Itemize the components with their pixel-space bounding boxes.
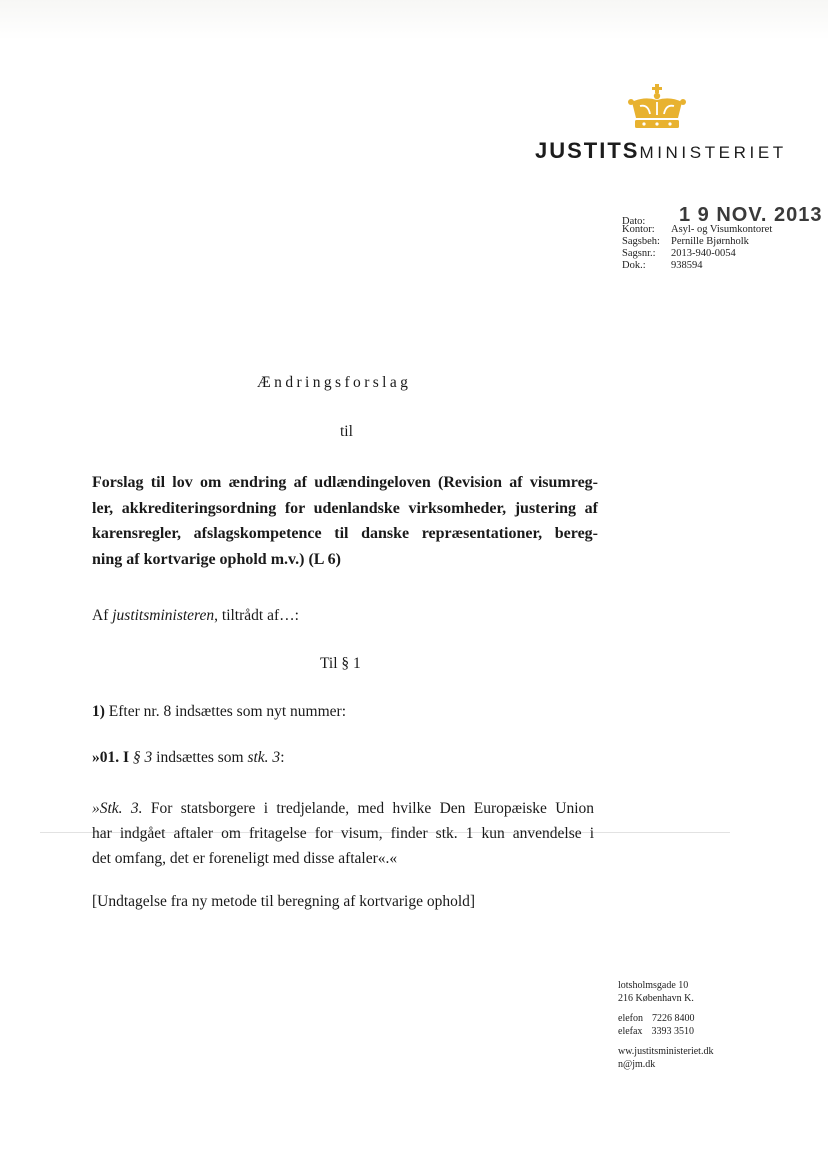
crown-icon (626, 84, 688, 132)
insert-end: : (280, 749, 285, 766)
fax-value: 3393 3510 (651, 1025, 694, 1037)
heading-til: til (340, 423, 353, 440)
insert-stk-ref: stk. 3 (247, 749, 281, 766)
ministry-logo-bold: JUSTITS (535, 138, 640, 163)
meta-case-row (622, 248, 822, 260)
meta-case-value: 2013-940-0054 (671, 248, 736, 259)
email-link[interactable]: n@jm.dk (618, 1058, 656, 1070)
bracket-note: [Undtagelse fra ny metode til beregning af kortvarige ophold] (92, 893, 476, 910)
address-line: lotsholmsgade 10 (618, 980, 689, 991)
proposer-line (92, 607, 299, 625)
proposer-prefix: Af (92, 607, 113, 624)
section-heading: Til § 1 (320, 655, 361, 672)
meta-handler-value: Pernille Bjørnholk (671, 236, 749, 247)
amendment-item (92, 703, 346, 721)
insert-instruction (92, 749, 285, 767)
bill-title-line: ler, akkrediteringsordning for udenlandske virksomheder, justering af (92, 499, 598, 517)
proposer-minister: justitsministeren (112, 607, 215, 624)
bill-title (92, 470, 598, 572)
bill-title-line: Forslag til lov om ændring af udlændingeloven (Revision af visumreg- (92, 474, 598, 491)
meta-case-label: Sagsnr.: (622, 248, 656, 259)
quoted-provision-line: har indgået aftaler om fritagelse for visum, finder stk. 1 kun anvendelse i (92, 825, 594, 842)
proposer-suffix: , tiltrådt af…: (214, 607, 299, 624)
meta-handler-row (622, 236, 822, 248)
date-stamp: 1 9 NOV. 2013 (679, 204, 823, 226)
website-link[interactable]: ww.justitsministeriet.dk (618, 1046, 714, 1057)
bill-title-line: ning af kortvarige ophold m.v.) (L 6) (92, 550, 341, 568)
meta-doc-value: 938594 (671, 260, 703, 271)
quoted-provision (92, 796, 594, 871)
web-group (618, 1046, 713, 1071)
bill-title-line: karensregler, afslagskompetence til danske repræsentationer, bereg- (92, 525, 598, 542)
amendment-item-number: 1) (92, 703, 105, 720)
fax-label: elefax (618, 1025, 643, 1037)
ministry-logo-text (535, 138, 787, 164)
meta-date-label: Dato: (622, 216, 646, 227)
insert-number: »01. I (92, 749, 133, 766)
amendment-item-text: Efter nr. 8 indsættes som nyt nummer: (104, 703, 347, 720)
phone-label: elefon (618, 1013, 643, 1024)
quoted-provision-line: det omfang, det er foreneligt med disse aftaler«.« (92, 850, 398, 867)
insert-mid-text: indsættes som (152, 749, 248, 766)
meta-office-label: Kontor: (622, 224, 655, 235)
document-metadata (622, 204, 823, 272)
quote-line1-text: For statsborgere i tredjelande, med hvilke Den Europæiske Union (142, 800, 595, 817)
quoted-provision-line (92, 796, 594, 821)
insert-section-ref: § 3 (132, 749, 153, 766)
quote-open: » (92, 800, 100, 817)
contact-info (618, 980, 713, 1079)
phone-group (618, 1013, 713, 1038)
meta-doc-label: Dok.: (622, 260, 646, 271)
meta-handler-label: Sagsbeh: (622, 236, 660, 247)
address-line: 216 København K. (618, 992, 694, 1004)
fax-row (618, 1026, 713, 1039)
phone-value: 7226 8400 (652, 1013, 695, 1024)
phone-row (618, 1013, 713, 1026)
meta-doc-row (622, 260, 822, 272)
meta-office-value: Asyl- og Visumkontoret (671, 224, 773, 235)
ministry-logo-light: MINISTERIET (639, 143, 787, 162)
quote-stk-label: Stk. 3. (99, 800, 143, 817)
document-heading: Ændringsforslag (257, 374, 412, 391)
address-group (618, 980, 713, 1005)
